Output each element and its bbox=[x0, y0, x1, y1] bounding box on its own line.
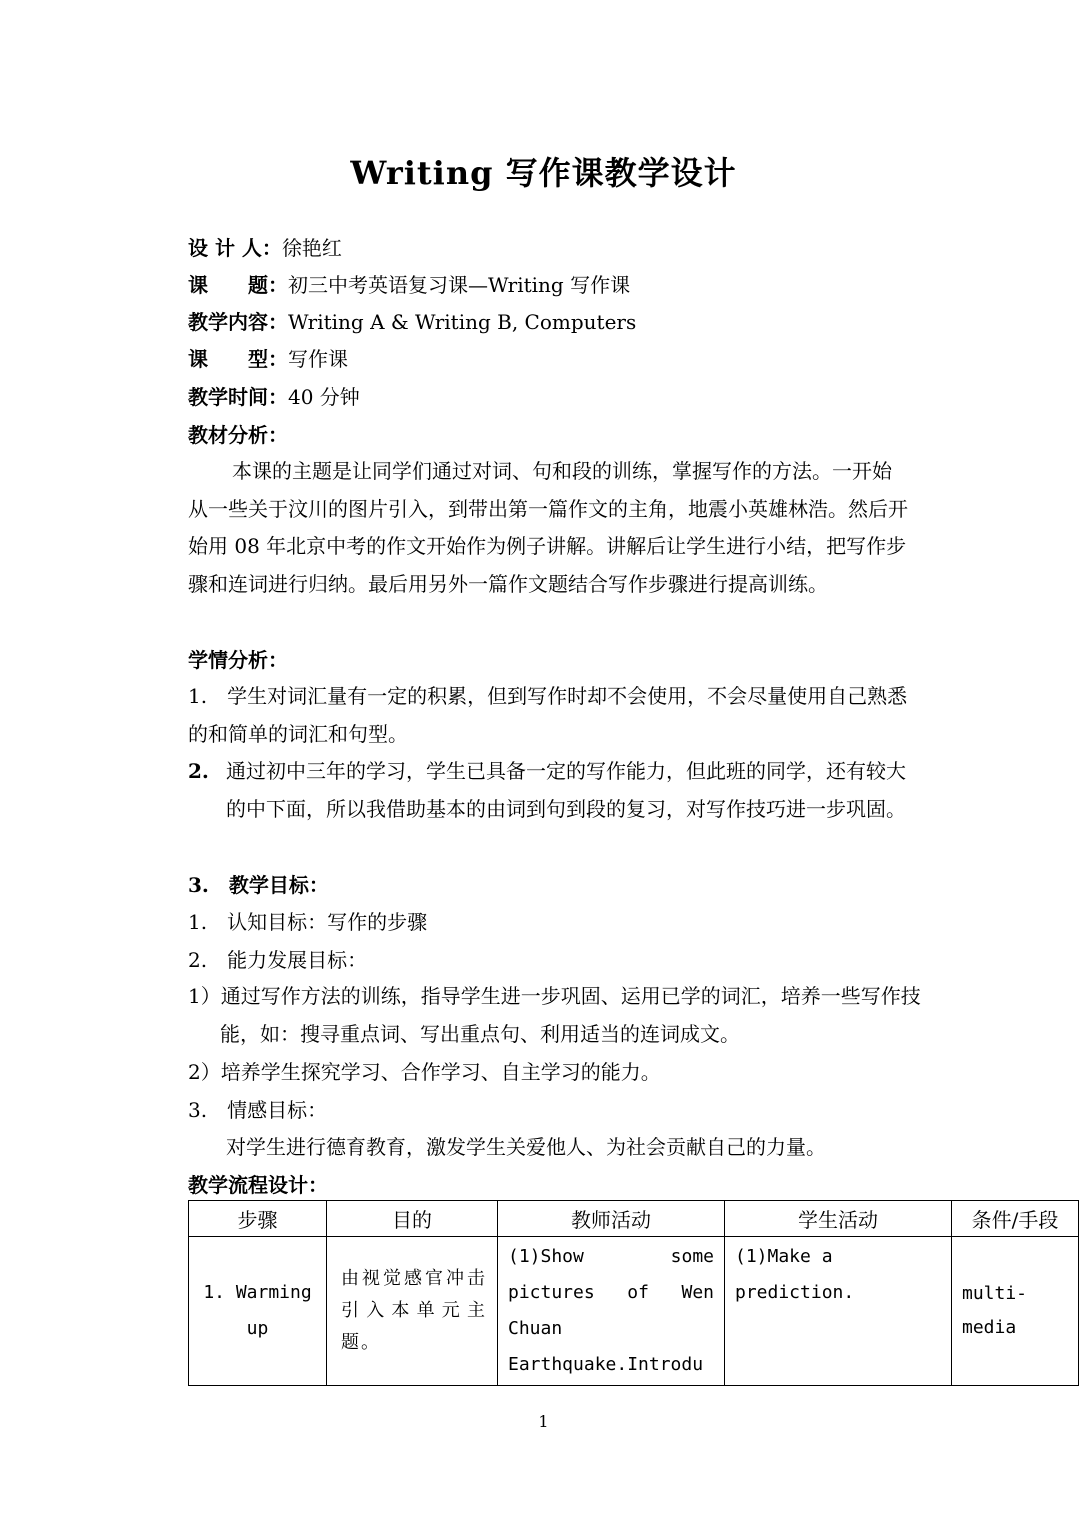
time-line bbox=[188, 384, 360, 410]
header-step: 步骤 bbox=[189, 1201, 327, 1237]
step-cell bbox=[189, 1237, 327, 1386]
header-teacher: 教师活动 bbox=[498, 1201, 725, 1237]
student-item-2-num: 2. bbox=[188, 759, 209, 783]
designer-value: 徐艳红 bbox=[281, 236, 342, 260]
material-heading: 教材分析： bbox=[188, 423, 288, 447]
student-cell bbox=[725, 1237, 952, 1386]
table-row bbox=[189, 1237, 1079, 1386]
topic-value: 初三中考英语复习课—Writing 写作课 bbox=[288, 273, 631, 297]
page-number: 1 bbox=[538, 1412, 549, 1431]
header-goal: 目的 bbox=[327, 1201, 498, 1237]
header-condition: 条件/手段 bbox=[952, 1201, 1079, 1237]
designer-line bbox=[188, 235, 342, 261]
teacher-line-3: Chuan bbox=[508, 1318, 563, 1339]
step-text: 1. Warming up bbox=[203, 1282, 312, 1339]
objective-2b: 2）培养学生探究学习、合作学习、自主学习的能力。 bbox=[188, 1060, 661, 1084]
flow-table bbox=[188, 1200, 1079, 1386]
objective-2a: 1）通过写作方法的训练，指导学生进一步巩固、运用已学的词汇，培养一些写作技能，如：搜寻重点词、写出重点句、利用适当的连词成文。 bbox=[188, 984, 921, 1046]
time-value: 40 分钟 bbox=[288, 385, 360, 409]
objectives-heading: 3. 教学目标： bbox=[188, 873, 329, 897]
objective-3-text: 对学生进行德育教育，激发学生关爱他人、为社会贡献自己的力量。 bbox=[226, 1135, 826, 1159]
type-value: 写作课 bbox=[288, 347, 348, 371]
teacher-line-4: Earthquake.Introdu bbox=[508, 1354, 704, 1375]
flow-header-row bbox=[189, 1201, 1079, 1237]
teacher-cell bbox=[498, 1237, 725, 1386]
material-body: 本课的主题是让同学们通过对词、句和段的训练，掌握写作的方法。一开始从一些关于汶川的图片引入，到带出第一篇作文的主角，地震小英雄林浩。然后开始用 08 年北京中考的作文开始作为例子讲解。讲解后让学生进行小结，把写作步骤和连词进行归纳。最后用另外一篇作文题结合写作步骤进行提高训练。 bbox=[188, 459, 908, 596]
header-student: 学生活动 bbox=[725, 1201, 952, 1237]
teacher-line-1: (1)Show some bbox=[508, 1246, 714, 1267]
objective-1: 1. 认知目标：写作的步骤 bbox=[188, 910, 428, 934]
topic-line bbox=[188, 272, 630, 298]
student-line-2: prediction. bbox=[735, 1282, 855, 1303]
objective-3: 3. 情感目标： bbox=[188, 1098, 328, 1122]
student-heading: 学情分析： bbox=[188, 648, 288, 672]
flow-heading: 教学流程设计： bbox=[188, 1173, 328, 1197]
type-line bbox=[188, 346, 348, 372]
time-label: 教学时间： bbox=[188, 385, 288, 409]
student-item-1: 1. 学生对词汇量有一定的积累，但到写作时却不会使用，不会尽量使用自己熟悉的和简单的词汇和句型。 bbox=[188, 684, 908, 746]
teacher-line-2: pictures of Wen bbox=[508, 1282, 714, 1303]
content-value: Writing A & Writing B, Computers bbox=[288, 310, 637, 334]
topic-label: 课 题： bbox=[188, 273, 288, 297]
condition-cell: multi-media bbox=[952, 1237, 1079, 1386]
student-item-2 bbox=[188, 753, 908, 828]
content-label: 教学内容： bbox=[188, 310, 288, 334]
type-label: 课 型： bbox=[188, 347, 288, 371]
goal-cell: 由视觉感官冲击引入本单元主题。 bbox=[327, 1237, 498, 1386]
content-line bbox=[188, 309, 636, 335]
designer-label: 设 计 人： bbox=[188, 236, 282, 260]
student-line-1: (1)Make a bbox=[735, 1246, 833, 1267]
objective-2: 2. 能力发展目标： bbox=[188, 948, 368, 972]
student-item-2-text: 通过初中三年的学习，学生已具备一定的写作能力，但此班的同学，还有较大的中下面，所以我借助基本的由词到句到段的复习，对写作技巧进一步巩固。 bbox=[226, 759, 906, 821]
document-title: Writing 写作课教学设计 bbox=[350, 154, 737, 192]
